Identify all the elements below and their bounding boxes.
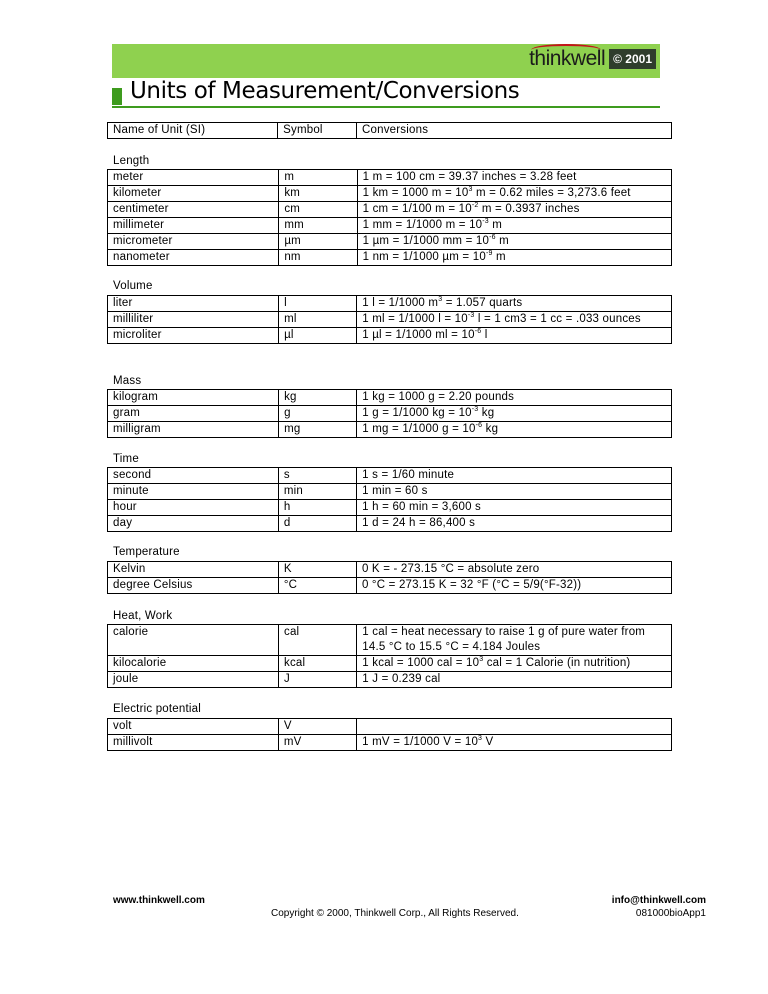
unit-name: minute: [108, 484, 279, 500]
unit-conversion: 1 cal = heat necessary to raise 1 g of pure water from 14.5 °C to 15.5 °C = 4.184 Joules: [357, 625, 672, 656]
unit-conversion: 1 mm = 1/1000 $m = 10^{-3}$ m: [357, 218, 671, 234]
unit-name: milliliter: [108, 312, 279, 328]
unit-symbol: µl: [279, 328, 357, 344]
section-title-time: Time: [113, 453, 139, 465]
unit-conversion: 1 kcal = 1000 cal = $10^3$ cal = 1 Calorie (in nutrition): [357, 656, 672, 672]
unit-symbol: km: [279, 186, 357, 202]
header-table: [107, 122, 672, 139]
unit-name: volt: [108, 719, 279, 735]
unit-conversion: 1 km = 1000 $m = 10^3$ m = 0.62 miles = 3,273.6 feet: [357, 186, 671, 202]
unit-conversion: 1 h = 60 min = 3,600 s: [357, 500, 672, 516]
unit-conversion: 1 J = 0.239 cal: [357, 672, 672, 688]
unit-symbol: ml: [279, 312, 357, 328]
footer-website[interactable]: www.thinkwell.com: [113, 895, 205, 906]
footer-copyright: Copyright © 2000, Thinkwell Corp., All Rights Reserved.: [271, 908, 519, 919]
unit-symbol: mV: [278, 735, 356, 751]
unit-name: liter: [108, 296, 279, 312]
unit-symbol: nm: [279, 250, 357, 266]
section-title-heat: Heat, Work: [113, 610, 173, 622]
table-row: [108, 186, 672, 202]
unit-symbol: K: [278, 562, 356, 578]
header-symbol: Symbol: [278, 123, 357, 139]
table-row: [108, 250, 672, 266]
unit-symbol: µm: [279, 234, 357, 250]
unit-symbol: cal: [279, 625, 357, 656]
unit-conversion: 1 kg = 1000 g = 2.20 pounds: [357, 390, 672, 406]
unit-name: microliter: [108, 328, 279, 344]
section-title-electric: Electric potential: [113, 703, 201, 715]
table-time: [107, 467, 672, 532]
table-row: [108, 672, 672, 688]
table-row: [108, 328, 672, 344]
title-row: [112, 80, 660, 108]
unit-name: kilogram: [108, 390, 279, 406]
unit-conversion: 1 d = 24 h = 86,400 s: [357, 516, 672, 532]
unit-symbol: min: [278, 484, 356, 500]
header-banner: [112, 44, 660, 78]
unit-name: meter: [108, 170, 279, 186]
unit-name: micrometer: [108, 234, 279, 250]
table-volume: [107, 295, 672, 344]
unit-conversion: 1 ml = 1/1000 $l = 10^{-3}$ l = 1 cm3 = 1 cc = .033 ounces: [357, 312, 672, 328]
unit-name: millivolt: [108, 735, 279, 751]
section-title-temperature: Temperature: [113, 546, 180, 558]
table-row: [108, 406, 672, 422]
unit-name: calorie: [108, 625, 279, 656]
unit-symbol: cm: [279, 202, 357, 218]
table-electric: [107, 718, 672, 751]
unit-symbol: J: [279, 672, 357, 688]
table-row: [108, 170, 672, 186]
unit-conversion: 1 g = 1/1000 kg = $10^{-3}$ kg: [357, 406, 672, 422]
unit-name: hour: [108, 500, 279, 516]
unit-symbol: m: [279, 170, 357, 186]
table-row: [108, 500, 672, 516]
brand-badge: © 2001: [609, 49, 656, 69]
table-row: [108, 735, 672, 751]
unit-name: kilometer: [108, 186, 279, 202]
unit-name: milligram: [108, 422, 279, 438]
table-row: [108, 218, 672, 234]
footer-email[interactable]: info@thinkwell.com: [611, 895, 706, 906]
unit-conversion: 1 m = 100 cm = 39.37 inches = 3.28 feet: [357, 170, 671, 186]
unit-conversion: 1 l = 1/1000 $m^3 = 1.057$ quarts: [357, 296, 672, 312]
table-row: [108, 296, 672, 312]
table-heat: [107, 624, 672, 688]
unit-symbol: °C: [278, 578, 356, 594]
table-length: [107, 169, 672, 266]
header-conversions: Conversions: [357, 123, 672, 139]
unit-symbol: h: [278, 500, 356, 516]
table-row: [108, 312, 672, 328]
header-name: Name of Unit (SI): [108, 123, 278, 139]
unit-conversion: 1 nm = 1/1000 $\mu m = 10^{-9}$ m: [357, 250, 671, 266]
table-row: [108, 625, 672, 656]
table-row: [108, 390, 672, 406]
unit-name: second: [108, 468, 279, 484]
unit-name: day: [108, 516, 279, 532]
table-row: [108, 656, 672, 672]
unit-name: gram: [108, 406, 279, 422]
table-row: [108, 562, 672, 578]
table-row: [108, 484, 672, 500]
unit-conversion: 1 s = 1/60 minute: [357, 468, 672, 484]
section-title-length: Length: [113, 155, 150, 167]
page-title: Units of Measurement/Conversions: [130, 78, 520, 104]
footer-doc-code: 081000bioApp1: [635, 908, 706, 919]
unit-name: centimeter: [108, 202, 279, 218]
unit-conversion: 1 mg = 1/1000 $g = 10^{-6}$ kg: [357, 422, 672, 438]
unit-symbol: l: [279, 296, 357, 312]
section-title-mass: Mass: [113, 375, 142, 387]
table-row: [108, 468, 672, 484]
unit-symbol: kg: [279, 390, 357, 406]
unit-conversion: 1 µl = 1/1000 ml = $10^{-6}$ l: [357, 328, 672, 344]
unit-symbol: mm: [279, 218, 357, 234]
unit-name: kilocalorie: [108, 656, 279, 672]
unit-conversion: 1 mV = 1/1000 $V = 10^3$ V: [357, 735, 672, 751]
unit-conversion: 1 cm = 1/100 $m = 10^{-2}$ m = 0.3937 inches: [357, 202, 671, 218]
unit-name: joule: [108, 672, 279, 688]
unit-conversion: 0 °C = 273.15 K = 32 °F (°C = 5/9(°F-32)): [356, 578, 671, 594]
section-title-volume: Volume: [113, 280, 153, 292]
table-row: [108, 719, 672, 735]
brand-logo: [529, 47, 656, 71]
brand-name-text: thinkwell: [529, 47, 606, 70]
title-marker: [112, 88, 122, 105]
unit-conversion: 1 µm = 1/1000 mm = $10^{-6}$ m: [357, 234, 671, 250]
unit-symbol: mg: [279, 422, 357, 438]
table-temperature: [107, 561, 672, 594]
unit-conversion: 0 K = - 273.15 °C = absolute zero: [356, 562, 671, 578]
unit-name: Kelvin: [108, 562, 279, 578]
table-row: [108, 516, 672, 532]
unit-name: degree Celsius: [108, 578, 279, 594]
table-row: [108, 578, 672, 594]
table-row: [108, 422, 672, 438]
unit-symbol: V: [278, 719, 356, 735]
table-row: [108, 234, 672, 250]
unit-name: millimeter: [108, 218, 279, 234]
unit-symbol: g: [279, 406, 357, 422]
unit-conversion: 1 min = 60 s: [357, 484, 672, 500]
table-row: [108, 202, 672, 218]
brand-name: [529, 47, 605, 71]
unit-name: nanometer: [108, 250, 279, 266]
unit-symbol: s: [278, 468, 356, 484]
header-row: [108, 123, 672, 139]
unit-symbol: kcal: [279, 656, 357, 672]
unit-conversion: [357, 719, 672, 735]
unit-symbol: d: [278, 516, 356, 532]
table-mass: [107, 389, 672, 438]
